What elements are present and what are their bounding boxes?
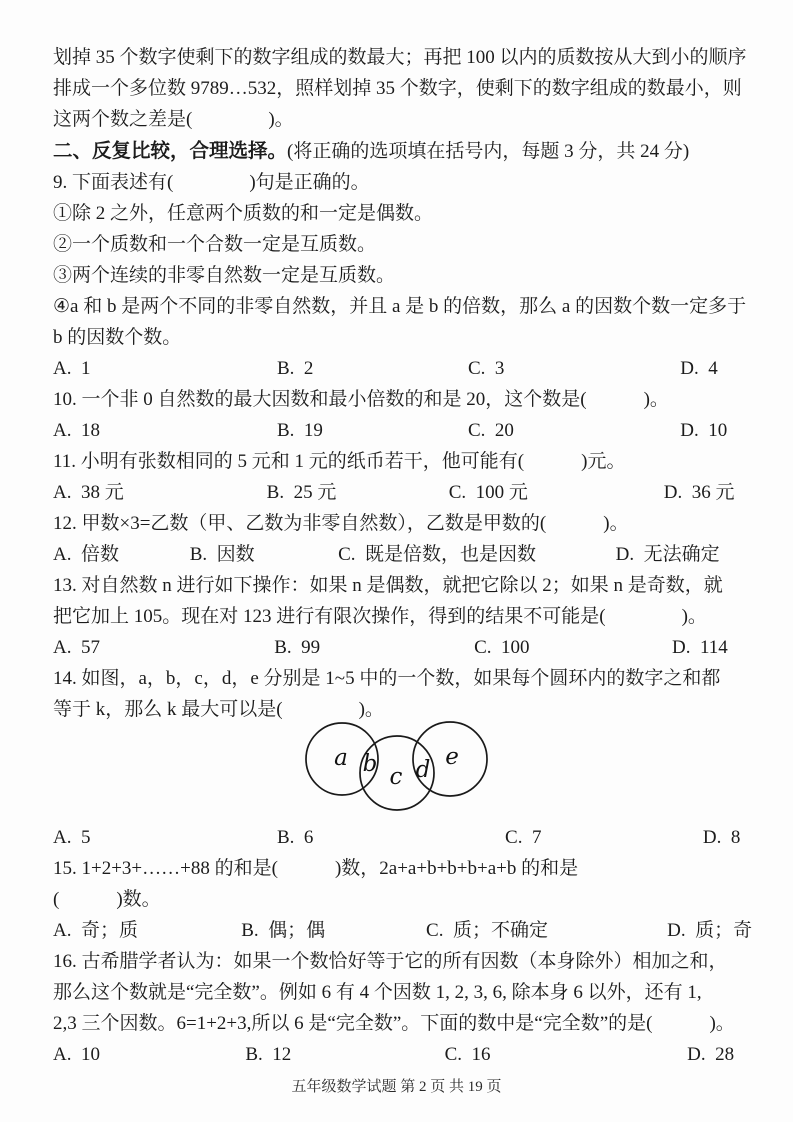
question-14-stem-cont: 等于 k，那么 k 最大可以是( )。 [53,699,384,720]
question-15 [53,853,753,946]
question-11 [53,446,740,508]
option-c: C. 3 [467,358,505,379]
question-14 [53,663,740,853]
question-10-stem: 10. 一个非 0 自然数的最大因数和最小倍数的和是 20，这个数是( )。 [53,389,669,410]
question-10 [53,384,740,446]
exam-page [53,42,753,1101]
question-9-item-2: ②一个质数和一个合数一定是互质数。 [53,234,377,255]
option-a: A. 57 [53,637,100,658]
option-a: A. 5 [53,827,91,848]
option-c: C. 既是倍数，也是因数 [338,544,537,565]
option-a: A. 10 [53,1044,100,1065]
question-16-stem: 16. 古希腊学者认为：如果一个数恰好等于它的所有因数（本身除外）相加之和， [53,951,728,972]
option-d: D. 8 [702,827,741,848]
question-9-options [53,353,740,384]
question-15-stem: 15. 1+2+3+……+88 的和是( )数，2a+a+b+b+b+a+b 的和是 [53,858,579,879]
question-12-options [53,539,740,570]
text-line: 这两个数之差是( )。 [53,109,294,130]
question-9-item-4: ④a 和 b 是两个不同的非零自然数，并且 a 是 b 的倍数，那么 a 的因数个数一定多于 [53,296,747,317]
question-16-stem-cont-1: 那么这个数就是“完全数”。例如 6 有 4 个因数 1, 2, 3, 6, 除本身 6 以外，还有 1, [53,982,702,1003]
option-c: C. 16 [444,1044,491,1065]
option-a: A. 奇；质 [53,920,138,941]
option-b: B. 因数 [189,544,255,565]
question-9-item-3: ③两个连续的非零自然数一定是互质数。 [53,265,396,286]
option-c: C. 100 元 [448,482,528,503]
section-2-note: (将正确的选项填在括号内，每题 3 分，共 24 分) [287,141,690,162]
option-d: D. 4 [680,358,718,379]
circle-label-c: c [389,764,403,790]
page-footer: 五年级数学试题 第 2 页 共 19 页 [291,1079,502,1095]
option-b: B. 2 [276,358,314,379]
option-a: A. 38 元 [53,482,124,503]
section-2-title: 二、反复比较，合理选择。 [53,140,288,162]
question-15-stem-cont: ( )数。 [53,889,161,910]
option-a: A. 18 [53,420,100,441]
question-14-stem: 14. 如图，a，b，c，d，e 分别是 1~5 中的一个数，如果每个圆环内的数字之和都 [53,668,721,689]
option-d: D. 10 [680,420,728,441]
option-d: D. 114 [671,637,728,658]
question-16 [53,946,740,1070]
circle-label-b: b [362,751,378,777]
question-9-stem: 9. 下面表述有( )句是正确的。 [53,172,370,193]
option-d: D. 无法确定 [615,544,720,565]
question-9-item-1: ①除 2 之外，任意两个质数的和一定是偶数。 [53,203,434,224]
question-16-stem-cont-2: 2,3 三个因数。6=1+2+3,所以 6 是“完全数”。下面的数中是“完全数”的是( )。 [53,1013,735,1034]
question-11-stem: 11. 小明有张数相同的 5 元和 1 元的纸币若干，他可能有( )元。 [53,451,626,472]
option-b: B. 6 [276,827,314,848]
question-16-options [53,1039,740,1070]
text-line: 划掉 35 个数字使剩下的数字组成的数最大；再把 100 以内的质数按从大到小的顺序 [53,47,747,68]
question-12-stem: 12. 甲数×3=乙数（甲、乙数为非零自然数），乙数是甲数的( )。 [53,513,629,534]
option-b: B. 25 元 [266,482,337,503]
text-line: 排成一个多位数 9789…532，照样划掉 35 个数字，使剩下的数字组成的数最小，则 [53,78,742,99]
section-2-heading [53,135,740,167]
circle-label-e: e [445,744,459,770]
question-13-stem: 13. 对自然数 n 进行如下操作：如果 n 是偶数，就把它除以 2；如果 n 是奇数，就 [53,575,723,596]
question-13-options [53,632,740,663]
venn-rings-svg [53,725,740,822]
question-13-stem-cont: 把它加上 105。现在对 123 进行有限次操作，得到的结果不可能是( )。 [53,606,707,627]
question-11-options [53,477,740,508]
question-13 [53,570,740,663]
option-b: B. 12 [245,1044,292,1065]
question-14-options [53,822,740,853]
question-8-continuation [53,42,747,135]
option-d: D. 36 元 [663,482,735,503]
option-c: C. 100 [474,637,530,658]
option-d: D. 质；奇 [667,920,753,941]
option-d: D. 28 [687,1044,735,1065]
question-10-options [53,415,740,446]
question-14-circle-diagram [53,725,740,822]
question-15-options [53,915,753,946]
option-c: C. 质；不确定 [426,920,548,941]
option-b: B. 19 [276,420,323,441]
option-b: B. 99 [274,637,321,658]
option-a: A. 倍数 [53,544,119,565]
option-c: C. 7 [505,827,542,848]
question-9 [53,167,747,384]
circle-label-a: a [334,745,348,771]
option-c: C. 20 [467,420,514,441]
circle-label-d: d [415,757,431,783]
option-a: A. 1 [53,358,91,379]
option-b: B. 偶；偶 [241,920,326,941]
question-9-item-4-cont: b 的因数个数。 [53,327,182,348]
question-12 [53,508,740,570]
